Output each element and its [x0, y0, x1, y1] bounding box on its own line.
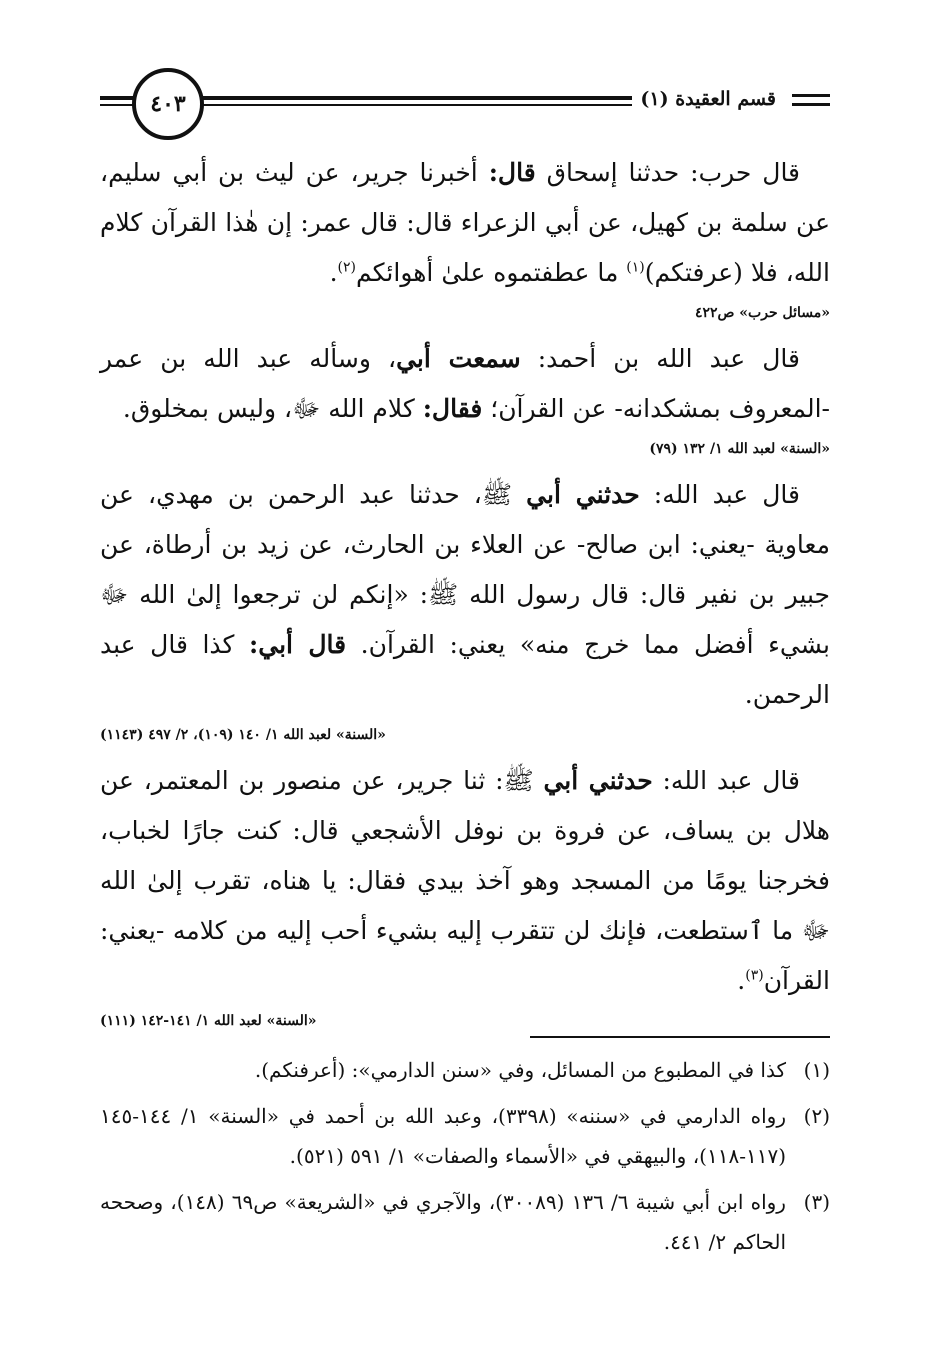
main-text	[100, 148, 830, 1042]
footnote	[100, 1050, 830, 1090]
footnote-text: رواه الدارمي في «سننه» (٣٣٩٨)، وعبد الله بن أحمد في «السنة» ١/ ١٤٤-١٤٥ (١١٧-١١٨)، والبيهقي في «الأسماء والصفات» ١/ ٥٩١ (٥٢١).	[100, 1104, 786, 1168]
header-rule-right	[792, 94, 830, 106]
source-citation: «مسائل حرب» ص٤٢٢	[694, 305, 830, 321]
text-run: قال عبد الله:	[652, 766, 800, 795]
bold-text: قال أبي:	[249, 630, 347, 659]
footnote-ref: (١)	[626, 259, 645, 276]
text-run: قال حرب: حدثنا إسحاق	[535, 158, 801, 187]
paragraph	[100, 470, 830, 720]
bold-text: فقال:	[422, 394, 483, 423]
paragraph	[100, 334, 830, 434]
bold-text: سمعت أبي	[396, 344, 521, 373]
footnote-number: (١)	[803, 1058, 830, 1082]
paragraph	[100, 756, 830, 1006]
bold-text: حدثني أبي	[526, 480, 640, 509]
text-run: كلام الله ﷻ، وليس بمخلوق.	[122, 394, 423, 423]
footnote-separator	[530, 1036, 830, 1038]
footnote	[100, 1182, 830, 1262]
footnote-text: رواه ابن أبي شيبة ٦/ ١٣٦ (٣٠٠٨٩)، والآجري في «الشريعة» ص٦٩ (١٤٨)، وصححه الحاكم ٢/ ٤٤١.	[100, 1190, 786, 1254]
footnotes	[100, 1050, 830, 1268]
footnote	[100, 1096, 830, 1176]
footnote-ref: (٢)	[337, 259, 356, 276]
page-number: ٤٠٣	[150, 91, 186, 117]
footnote-ref: (٣)	[745, 967, 764, 984]
footnote-text: كذا في المطبوع من المسائل، وفي «سنن الدارمي»: (أعرفنكم).	[254, 1058, 786, 1082]
text-run: ﷺ، حدثنا عبد الرحمن بن مهدي، عن معاوية -يعني: ابن صالح- عن العلاء بن الحارث، عن زيد بن أرطاة، عن جبير بن نفير قال: قال رسول الله ﷺ: «إنكم لن ترجعوا إلىٰ الله ﷻ بشيء أفضل مما خرج منه» يعني: القرآن.	[100, 480, 830, 659]
page-number-circle	[132, 68, 204, 140]
bold-text: حدثني أبي	[543, 766, 653, 795]
footnote-number: (٢)	[803, 1104, 830, 1128]
text-run: قال عبد الله بن أحمد:	[520, 344, 800, 373]
source-citation: «السنة» لعبد الله ١/ ١٤١-١٤٢ (١١١)	[100, 1013, 317, 1029]
footnote-number: (٣)	[803, 1190, 830, 1214]
text-run: ، وسأله عبد الله بن عمر -المعروف بمشكدانه- عن القرآن؛	[100, 344, 830, 423]
header-rule-left-thin	[100, 104, 134, 106]
header-rule-main-thin	[196, 104, 640, 106]
text-run: قال عبد الله:	[639, 480, 800, 509]
running-header	[100, 62, 830, 144]
header-rule-main	[196, 96, 640, 100]
paragraph	[100, 148, 830, 298]
text-run: .	[329, 258, 338, 287]
header-rule-left	[100, 96, 134, 100]
text-run: ما عطفتموه علىٰ أهوائكم	[355, 258, 627, 287]
text-run: ﷺ: ثنا جرير، عن منصور بن المعتمر، عن هلال بن يساف، عن فروة بن نوفل الأشجعي قال: كنت جارًا لخباب، فخرجنا يومًا من المسجد وهو آخذ بيدي فقال: يا هناه، تقرب إلىٰ الله ﷻ ما ٱستطعت، فإنك لن تتقرب إليه بشيء أحب إليه من كلامه -يعني: القرآن	[100, 766, 830, 995]
text-run: كذا قال عبد الرحمن.	[100, 630, 830, 709]
text-run: أخبرنا جرير، عن ليث بن أبي سليم، عن سلمة بن كهيل، عن أبي الزعراء قال: قال عمر: إن هٰذا القرآن كلام الله، فلا (عرفتكم)	[100, 158, 830, 287]
text-run: .	[737, 966, 746, 995]
source-citation: «السنة» لعبد الله ١/ ١٣٢ (٧٩)	[649, 441, 830, 457]
header-title: قسم العقيدة (١)	[632, 88, 784, 110]
bold-text: قال:	[488, 158, 536, 187]
source-citation: «السنة» لعبد الله ١/ ١٤٠ (١٠٩)، ٢/ ٤٩٧ (١١٤٣)	[100, 727, 386, 743]
